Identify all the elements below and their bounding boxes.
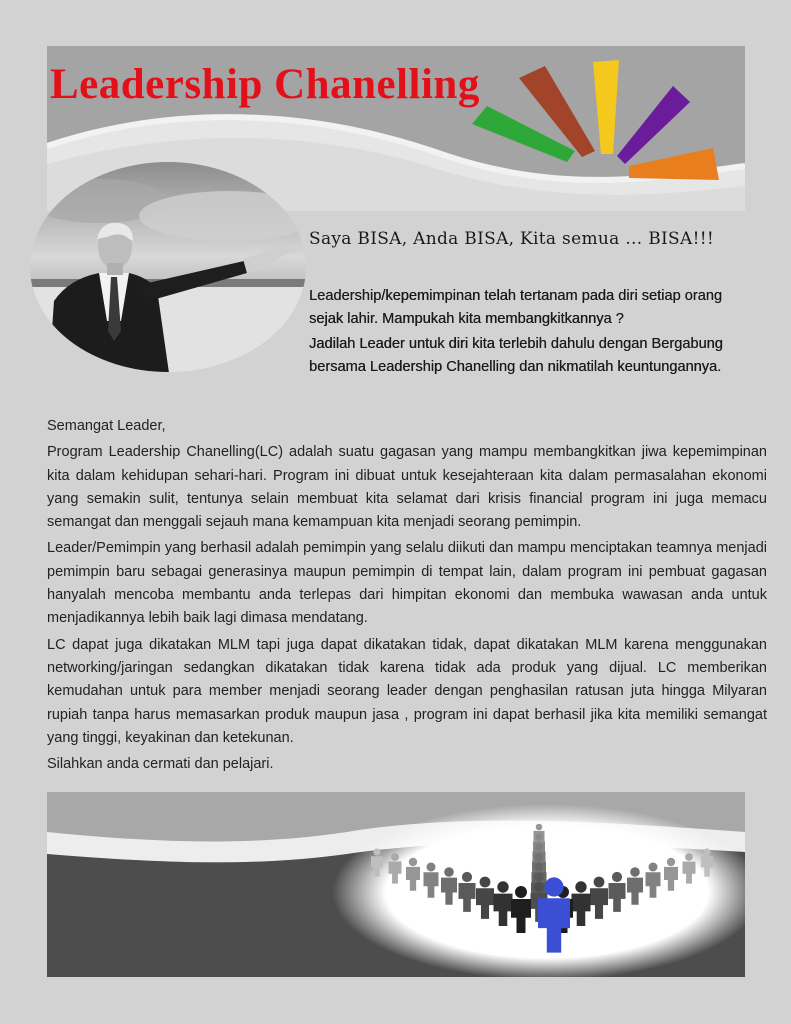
article-body [47,415,767,779]
intro-paragraph: Jadilah Leader untuk diri kita terlebih dahulu dengan Bergabung bersama Leadership Chanelling dan nikmatilah keuntungannya. [309,336,723,375]
sunburst-rays [472,60,719,180]
article-paragraph: Program Leadership Chanelling(LC) adalah suatu gagasan yang mampu membangkitkan jiwa kepemimpinan kita dalam kehidupan sehari-hari. Program ini dibuat untuk kesejahteraan kita dalam permasalahan ekonomi yang semakin sulit, tentunya selain membuat kita selamat dari krisis financial program ini juga memacu semangat dan menggali sejauh mana kemampuan kita menjadi seorang pemimpin. [47,444,767,531]
article-paragraph: LC dapat juga dikatakan MLM tapi juga dapat dikatakan tidak, dapat dikatakan MLM karena menggunakan networking/jaringan sedangkan dikatakan tidak karena tidak ada produk yang dijual. LC memberikan kemudahan untuk para member menjadi seorang leader dengan penghasilan ratusan juta hingga Milyaran rupiah tanpa harus memasarkan produk maupun jasa , program ini dapat berhasil jika kita memiliki semangat yang tinggi, keyakinan dan ketekunan. [47,636,767,746]
leader-photo [29,161,308,373]
page-title: Leadership Chanelling [50,61,480,108]
tagline: Saya BISA, Anda BISA, Kita semua … BISA!!! [309,229,714,249]
intro-block [309,285,759,381]
greeting: Semangat Leader, [47,418,166,434]
intro-paragraph: Leadership/kepemimpinan telah tertanam pada diri setiap orang sejak lahir. Mampukah kita membangkitkannya ? [309,288,722,327]
footer-banner [47,792,745,977]
closing: Silahkan anda cermati dan pelajari. [47,756,274,773]
article-paragraph: Leader/Pemimpin yang berhasil adalah pemimpin yang selalu diikuti dan mampu menciptakan teamnya menjadi pemimpin baru sebagai generasinya maupun pemimpin di tempat lain, dalam program ini pembuat gagasan hanyalah mencoba membantu anda terlepas dari himpitan ekonomi dan membuka wawasan anda untuk menjadikannya lebih baik lagi dimasa mendatang. [47,540,767,627]
